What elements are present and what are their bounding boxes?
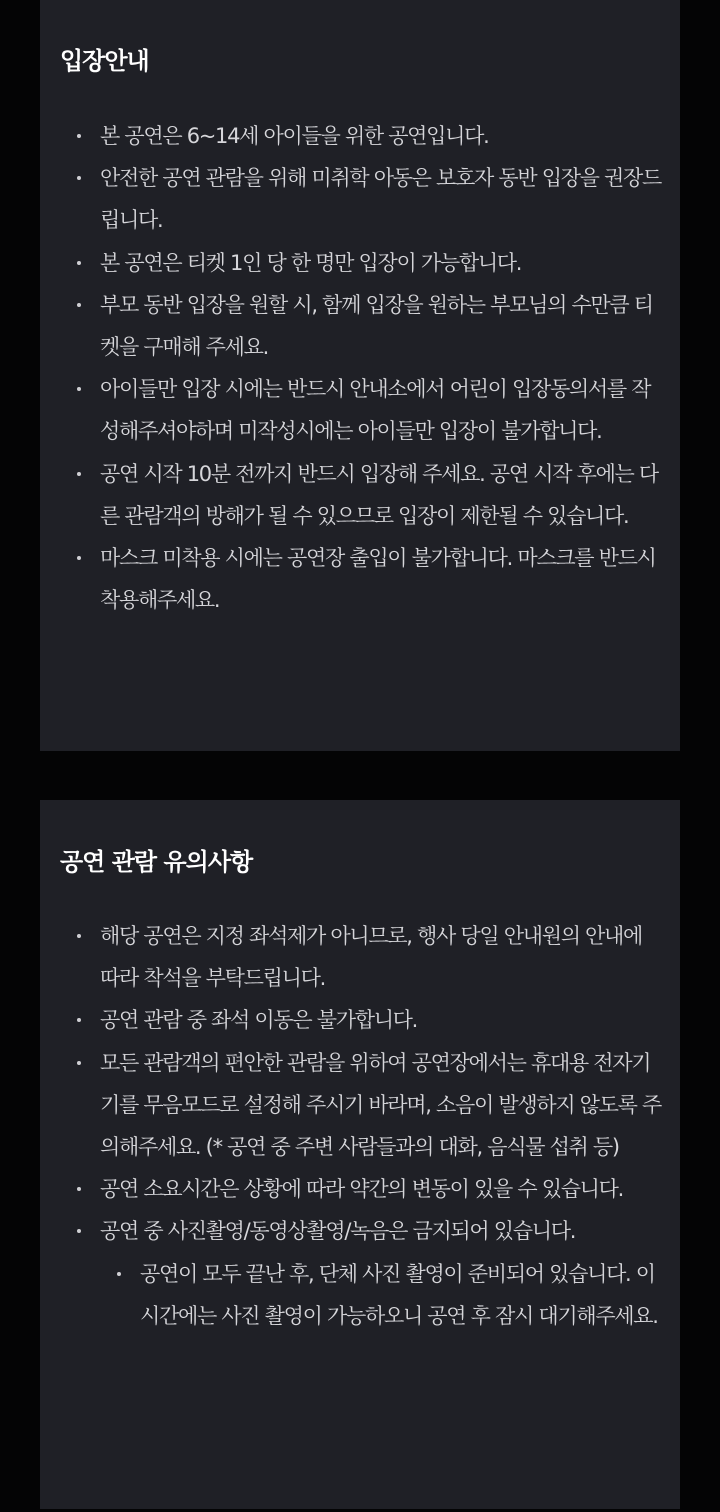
entry-guide-list <box>40 115 680 621</box>
list-item <box>40 1210 680 1337</box>
list-item: 안전한 공연 관람을 위해 미취학 아동은 보호자 동반 입장을 권장드립니다. <box>40 157 680 241</box>
list-item: 모든 관람객의 편안한 관람을 위하여 공연장에서는 휴대용 전자기기를 무음모드로 설정해 주시기 바라며, 소음이 발생하지 않도록 주의해주세요. (* 공연 중 주변 사람들과의 대화, 음식물 섭취 등) <box>40 1042 680 1169</box>
list-item: 해당 공연은 지정 좌석제가 아니므로, 행사 당일 안내원의 안내에 따라 착석을 부탁드립니다. <box>40 915 680 999</box>
list-item: 아이들만 입장 시에는 반드시 안내소에서 어린이 입장동의서를 작성해주셔야하며 미작성시에는 아이들만 입장이 불가합니다. <box>40 368 680 452</box>
list-item: 공연 시작 10분 전까지 반드시 입장해 주세요. 공연 시작 후에는 다른 관람객의 방해가 될 수 있으므로 입장이 제한될 수 있습니다. <box>40 453 680 537</box>
viewing-notice-title: 공연 관람 유의사항 <box>60 848 253 876</box>
sub-list <box>100 1253 662 1337</box>
sub-list-item: 공연이 모두 끝난 후, 단체 사진 촬영이 준비되어 있습니다. 이 시간에는 사진 촬영이 가능하오니 공연 후 잠시 대기해주세요. <box>100 1253 662 1337</box>
list-item: 본 공연은 6~14세 아이들을 위한 공연입니다. <box>40 115 680 157</box>
list-item: 공연 관람 중 좌석 이동은 불가합니다. <box>40 999 680 1041</box>
list-item-text: 공연 중 사진촬영/동영상촬영/녹음은 금지되어 있습니다. <box>100 1219 576 1244</box>
entry-guide-title: 입장안내 <box>60 47 149 75</box>
list-item: 본 공연은 티켓 1인 당 한 명만 입장이 가능합니다. <box>40 242 680 284</box>
list-item: 공연 소요시간은 상황에 따라 약간의 변동이 있을 수 있습니다. <box>40 1168 680 1210</box>
viewing-notice-list <box>40 915 680 1337</box>
list-item: 부모 동반 입장을 원할 시, 함께 입장을 원하는 부모님의 수만큼 티켓을 구매해 주세요. <box>40 284 680 368</box>
list-item: 마스크 미착용 시에는 공연장 출입이 불가합니다. 마스크를 반드시 착용해주세요. <box>40 537 680 621</box>
